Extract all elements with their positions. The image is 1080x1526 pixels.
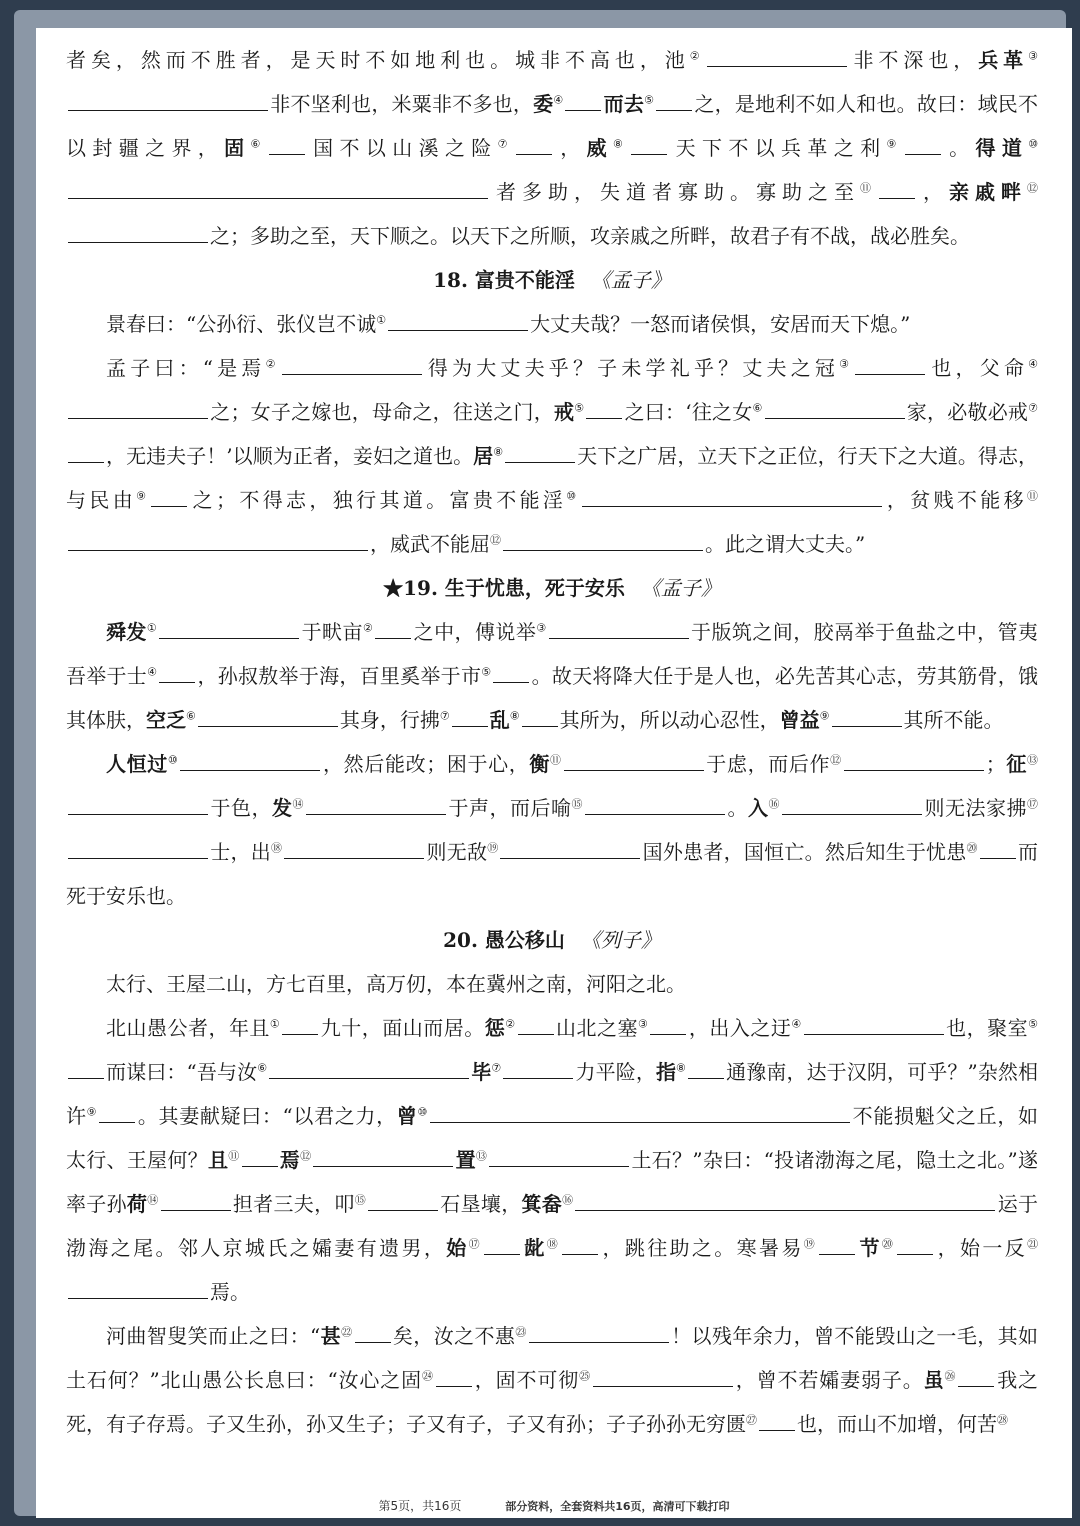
fill-blank[interactable] bbox=[68, 836, 208, 859]
fill-blank[interactable] bbox=[855, 352, 925, 375]
fill-blank[interactable] bbox=[505, 440, 575, 463]
document-page bbox=[36, 28, 1072, 1518]
fill-blank[interactable] bbox=[68, 440, 104, 463]
fill-blank[interactable] bbox=[368, 1188, 438, 1211]
section20-title: 20. 愚公移山 《列子》 bbox=[443, 928, 661, 952]
fill-blank[interactable] bbox=[804, 1012, 944, 1035]
fill-blank[interactable] bbox=[68, 1276, 208, 1299]
fill-blank[interactable] bbox=[879, 176, 915, 199]
section18-paragraph-2: 孟子曰：“是焉② 得为大丈夫乎？子未学礼乎？丈夫之冠③ 也，父命④之；女子之嫁也，母命之，往送之门，戒⑤ 之曰：‘往之女⑥ 家，必敬必戒⑦，无违夫子！’以顺为正者，妾妇之道也。居⑧ 天下之广居，立天下之正位，行天下之大道。得志，与民由⑨ 之；不得志，独行其道。富贵不能淫⑩ ，贫贱不能移⑪，威武不能屈⑫ 。此之谓大丈夫。” bbox=[66, 346, 1038, 566]
fill-blank[interactable] bbox=[68, 176, 488, 199]
fill-blank[interactable] bbox=[565, 88, 601, 111]
fill-blank[interactable] bbox=[151, 484, 187, 507]
fill-blank[interactable] bbox=[582, 484, 882, 507]
fill-blank[interactable] bbox=[375, 616, 411, 639]
fill-blank[interactable] bbox=[68, 792, 208, 815]
fill-blank[interactable] bbox=[68, 1056, 104, 1079]
fill-blank[interactable] bbox=[306, 792, 446, 815]
fill-blank[interactable] bbox=[958, 1364, 994, 1387]
fill-blank[interactable] bbox=[388, 308, 528, 331]
fill-blank[interactable] bbox=[585, 792, 725, 815]
fill-blank[interactable] bbox=[493, 660, 529, 683]
fill-blank[interactable] bbox=[782, 792, 922, 815]
section20-paragraph-3: 河曲智叟笑而止之曰：“甚$^㉒$ 矣，汝之不惠$^㉓$ ！以残年余力，曾不能毁山之一毛，其如土石何？”北山愚公长息曰：“汝心之固$^㉔$ ，固不可彻$^㉕$ ，曾不若孀妻弱子。虽$^㉖$ 我之死，有子存焉。子又生孙，孙又生子；子又有子，子又有孙；子子孙孙无穷匮$^㉗$ 也，而山不加增，何苦$^㉘$ bbox=[66, 1314, 1038, 1446]
fill-blank[interactable] bbox=[282, 1012, 318, 1035]
fill-blank[interactable] bbox=[897, 1232, 933, 1255]
footer-note: 部分资料，全套资料共16页，高清可下载打印 bbox=[505, 1500, 730, 1513]
section18-title: 18. 富贵不能淫 《孟子》 bbox=[433, 268, 671, 292]
document-content bbox=[66, 38, 1038, 1446]
fill-blank[interactable] bbox=[68, 528, 368, 551]
fill-blank[interactable] bbox=[759, 1408, 795, 1431]
fill-blank[interactable] bbox=[159, 616, 299, 639]
fill-blank[interactable] bbox=[688, 1056, 724, 1079]
fill-blank[interactable] bbox=[242, 1144, 278, 1167]
page-footer bbox=[36, 1497, 1072, 1514]
fill-blank[interactable] bbox=[269, 1056, 469, 1079]
fill-blank[interactable] bbox=[656, 88, 692, 111]
fill-blank[interactable] bbox=[549, 616, 689, 639]
fill-blank[interactable] bbox=[159, 660, 195, 683]
fill-blank[interactable] bbox=[99, 1100, 135, 1123]
page-frame bbox=[14, 10, 1066, 1516]
fill-blank[interactable] bbox=[355, 1320, 391, 1343]
fill-blank[interactable] bbox=[586, 396, 622, 419]
fill-blank[interactable] bbox=[436, 1364, 472, 1387]
fill-blank[interactable] bbox=[844, 748, 984, 771]
fill-blank[interactable] bbox=[430, 1100, 850, 1123]
fill-blank[interactable] bbox=[650, 1012, 686, 1035]
fill-blank[interactable] bbox=[575, 1188, 995, 1211]
fill-blank[interactable] bbox=[529, 1320, 669, 1343]
fill-blank[interactable] bbox=[161, 1188, 231, 1211]
fill-blank[interactable] bbox=[516, 132, 552, 155]
section19-paragraph-1: 舜发① 于畎亩② 之中，傅说举③ 于版筑之间，胶鬲举于鱼盐之中，管夷吾举于士④ ，孙叔敖举于海，百里奚举于市⑤ 。故天将降大任于是人也，必先苦其心志，劳其筋骨，饿其体肤，空乏⑥ 其身，行拂⑦ 乱⑧ 其所为，所以动心忍性，曾益⑨ 其所不能。 bbox=[66, 610, 1038, 742]
section18-paragraph-1: 景春曰：“公孙衍、张仪岂不诚① 大丈夫哉？一怒而诸侯惧，安居而天下熄。” bbox=[66, 302, 1038, 346]
fill-blank[interactable] bbox=[503, 528, 703, 551]
fill-blank[interactable] bbox=[765, 396, 905, 419]
section19-title: ★19. 生于忧患，死于安乐 《孟子》 bbox=[383, 576, 721, 600]
fill-blank[interactable] bbox=[503, 1056, 573, 1079]
fill-blank[interactable] bbox=[631, 132, 667, 155]
section20-paragraph-2: 北山愚公者，年且① 九十，面山而居。惩② 山北之塞③ ，出入之迂④ 也，聚室⑤而谋曰：“吾与汝⑥ 毕⑦ 力平险，指⑧ 通豫南，达于汉阴，可乎？”杂然相许⑨ 。其妻献疑曰：“以君之力，曾⑩ 不能损魁父之丘，如太行、王屋何？且⑪ 焉⑫ 置⑬ 土石？”杂曰：“投诸渤海之尾，隐土之北。”遂率子孙荷⑭ 担者三夫，叩⑮ 石垦壤，箕畚⑯ 运于渤海之尾。邻人京城氏之孀妻有遗男，始⑰ 龀⑱ ，跳往助之。寒暑易⑲ 节⑳ ，始一反$^㉑$焉。 bbox=[66, 1006, 1038, 1314]
fill-blank[interactable] bbox=[68, 220, 208, 243]
fill-blank[interactable] bbox=[313, 1144, 453, 1167]
fill-blank[interactable] bbox=[707, 44, 847, 67]
fill-blank[interactable] bbox=[832, 704, 902, 727]
fill-blank[interactable] bbox=[489, 1144, 629, 1167]
fill-blank[interactable] bbox=[562, 1232, 598, 1255]
fill-blank[interactable] bbox=[68, 396, 208, 419]
fill-blank[interactable] bbox=[819, 1232, 855, 1255]
fill-blank[interactable] bbox=[452, 704, 488, 727]
section19-paragraph-2: 人恒过⑩ ，然后能改；困于心，衡⑪ 于虑，而后作⑫ ；征⑬于色，发⑭ 于声，而后喻⑮ 。入⑯ 则无法家拂⑰士，出⑱ 则无敌⑲ 国外患者，国恒亡。然后知生于忧患⑳ 而死于安乐也。 bbox=[66, 742, 1038, 918]
fill-blank[interactable] bbox=[282, 352, 422, 375]
fill-blank[interactable] bbox=[593, 1364, 733, 1387]
fill-blank[interactable] bbox=[500, 836, 640, 859]
fill-blank[interactable] bbox=[198, 704, 338, 727]
fill-blank[interactable] bbox=[284, 836, 424, 859]
section17-paragraph: 者矣，然而不胜者，是天时不如地利也。城非不高也，池② 非不深也，兵革③非不坚利也，米粟非不多也，委④ 而去⑤ 之，是地利不如人和也。故曰：域民不以封疆之界，固⑥ 国不以山溪之险⑦ ，威⑧ 天下不以兵革之利⑨ 。得道⑩者多助，失道者寡助。寡助之至⑪ ，亲戚畔⑫之；多助之至，天下顺之。以天下之所顺，攻亲戚之所畔，故君子有不战，战必胜矣。 bbox=[66, 38, 1038, 258]
page-number: 第5页，共16页 bbox=[378, 1499, 462, 1513]
fill-blank[interactable] bbox=[180, 748, 320, 771]
fill-blank[interactable] bbox=[68, 88, 268, 111]
fill-blank[interactable] bbox=[522, 704, 558, 727]
fill-blank[interactable] bbox=[518, 1012, 554, 1035]
section20-paragraph-1: 太行、王屋二山，方七百里，高万仞，本在冀州之南，河阳之北。 bbox=[106, 972, 686, 996]
fill-blank[interactable] bbox=[269, 132, 305, 155]
fill-blank[interactable] bbox=[484, 1232, 520, 1255]
fill-blank[interactable] bbox=[905, 132, 941, 155]
fill-blank[interactable] bbox=[980, 836, 1016, 859]
fill-blank[interactable] bbox=[564, 748, 704, 771]
